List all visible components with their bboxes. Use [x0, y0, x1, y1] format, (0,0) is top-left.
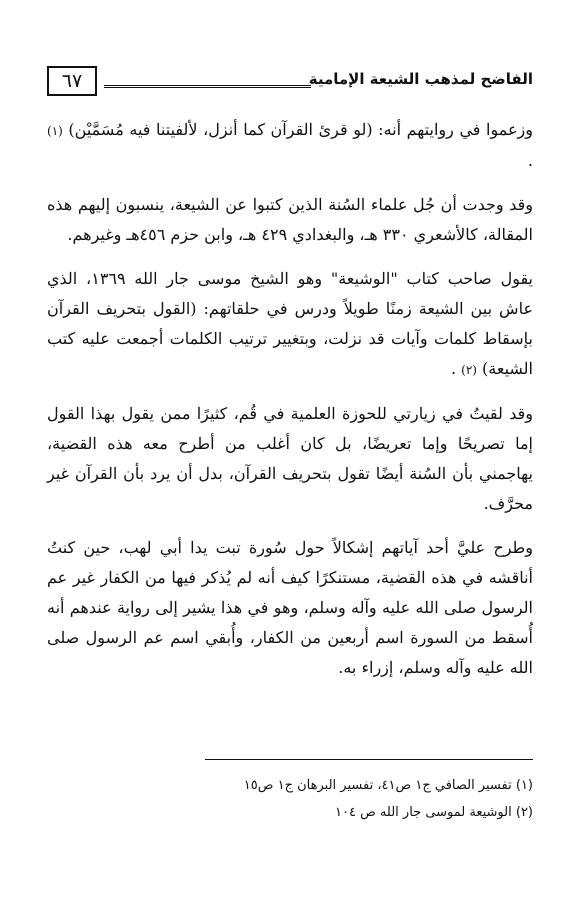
paragraph-1: [47, 115, 533, 176]
header-rule: [104, 85, 311, 88]
paragraph-4: [47, 399, 533, 519]
footnote-2: (٢) الوشيعة لموسى جار الله ص ١٠٤: [335, 805, 533, 820]
paragraph-1-end: .: [527, 151, 533, 170]
page-number: ٦٧: [47, 66, 97, 96]
paragraph-2: [47, 190, 533, 250]
paragraph-4-text: وقد لقيتُ في زيارتي للحوزة العلمية في قُم، كثيرًا ممن يقول بهذا القول إما تصريحًا وإما تعريضًا، بل كان أغلب من أطرح معه هذه القضية، يهاجمني بأن السُنة أيضًا تقول بتحريف القرآن، بدل أن يرد بأن القرآن غير محرَّف.: [47, 404, 533, 513]
footnotes: [244, 772, 533, 826]
paragraph-3: [47, 264, 533, 385]
paragraph-1-text: وزعموا في روايتهم أنه: (لو قرئ القرآن كما أنزل، لألفيتنا فيه مُسَمَّيْن): [62, 120, 533, 139]
footnote-ref-2: (٢): [461, 363, 477, 377]
paragraph-5: [47, 533, 533, 683]
main-text: [47, 115, 533, 697]
paragraph-3-end: .: [450, 359, 462, 378]
paragraph-5-text: وطرح عليَّ أحد آياتهم إشكالاً حول سُورة تبت يدا أبي لهب، حين كنتُ أناقشه في هذه القضية، مستنكرًا كيف أنه لم يُذكر فيها من الكفار غير عم الرسول صلى الله عليه وآله وسلم، وهو في هذا يشير إلى رواية عندهم أنه أُسقط من السورة اسم أربعين من الكفار، وأُبقي اسم عم الرسول صلى الله عليه وآله وسلم، إزراء به.: [47, 538, 534, 677]
footnote-ref-1: (١): [47, 124, 63, 138]
running-header-title: الفاضح لمذهب الشيعة الإمامية: [308, 70, 533, 88]
footnote-separator: [205, 759, 533, 760]
paragraph-3-text: يقول صاحب كتاب "الوشيعة" وهو الشيخ موسى جار الله ١٣٦٩، الذي عاش بين الشيعة زمنًا طويلاً ودرس في حلقاتهم: (القول بتحريف القرآن بإسقاط كلمات وآيات قد نزلت، وبتغيير ترتيب الكلمات أجمعت عليه كتب الشيعة): [47, 269, 533, 378]
paragraph-2-text: وقد وجدت أن جُل علماء السُنة الذين كتبوا عن الشيعة، ينسبون إليهم هذه المقالة، كالأشعري ٣٣٠ هـ، والبغدادي ٤٢٩ هـ، وابن حزم ٤٥٦هـ وغيرهم.: [47, 195, 533, 244]
footnote-1: (١) تفسير الصافي ج١ ص٤١، تفسير البرهان ج١ ص١٥: [243, 778, 533, 793]
